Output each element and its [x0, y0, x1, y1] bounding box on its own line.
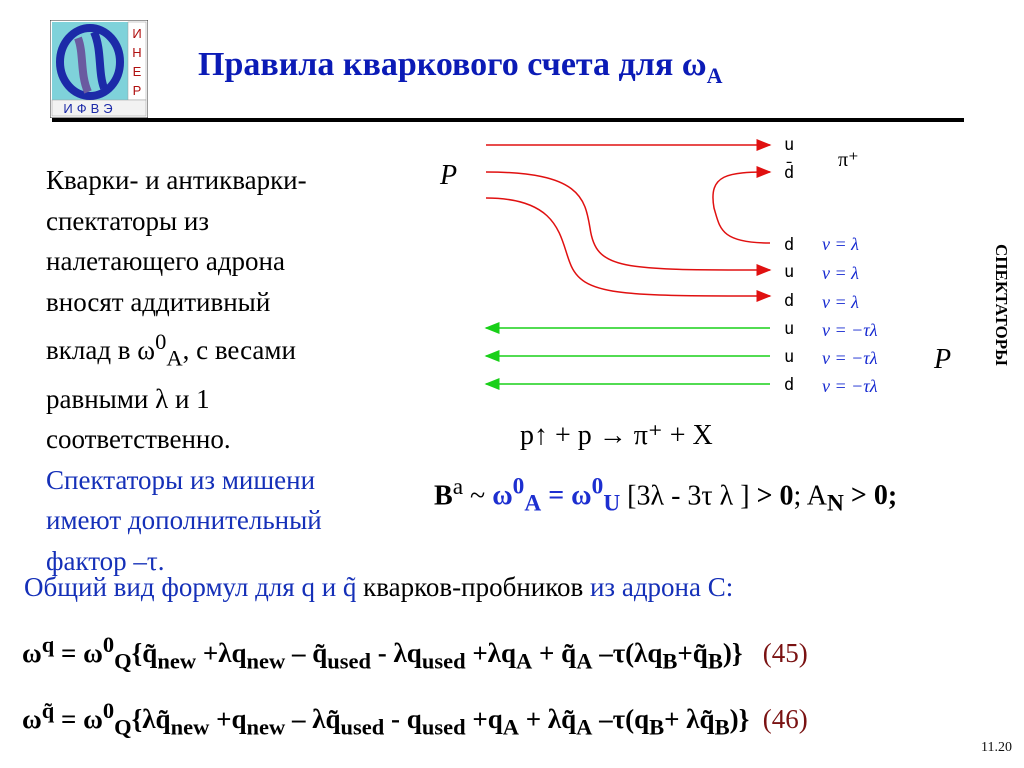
- quark-label: d: [784, 291, 795, 311]
- omega-a: [492, 474, 621, 517]
- para-line-blue: имеют дополнительный: [46, 505, 322, 536]
- eq-text: + λq̃: [519, 704, 577, 734]
- logo-letter-2: Н: [132, 45, 142, 60]
- eq-text: +q: [209, 704, 247, 734]
- para-sub: A: [166, 345, 183, 371]
- logo-letters-bottom: ИФВЭ: [63, 101, 117, 116]
- beam-curve-d-lower: [486, 198, 770, 300]
- para-line: соответственно.: [46, 424, 231, 455]
- slide-title: [198, 46, 722, 89]
- f-text: [3λ - 3τ λ ]: [620, 480, 757, 512]
- eq-sub: A: [502, 714, 519, 740]
- eq-text: {q̃: [131, 638, 158, 668]
- eq-text: +λq: [465, 638, 517, 668]
- f-sub: U: [603, 490, 621, 517]
- eq-text: ω: [22, 704, 42, 734]
- eq-text: )}: [722, 638, 743, 668]
- beam-line-d: [486, 172, 770, 270]
- eq-text: –τ(λq: [592, 638, 663, 668]
- eq-sub: used: [421, 648, 466, 674]
- weight-label: ν = −τλ: [822, 376, 878, 396]
- eq-text: – q̃: [285, 638, 328, 668]
- gen-text: Общий вид формул для q и q̃: [24, 572, 364, 602]
- f-sup: 0: [591, 474, 604, 500]
- equation-number: (46): [762, 704, 808, 734]
- f-text: B: [434, 480, 453, 512]
- eq-sup: q: [41, 632, 55, 657]
- para-line: вносят аддитивный: [46, 286, 271, 317]
- f-sub: A: [524, 490, 542, 517]
- quark-label: u: [784, 262, 795, 282]
- eq-sub: Q: [114, 648, 132, 674]
- eq-text: +q: [465, 704, 503, 734]
- reaction-equation: p↑ + p → π⁺ + X: [520, 420, 713, 451]
- eq-sub: B: [649, 714, 665, 740]
- eq-sup: 0: [102, 632, 115, 657]
- eq-sub: used: [327, 648, 372, 674]
- quark-label: u: [784, 347, 795, 367]
- f-text: ω: [571, 480, 592, 512]
- f-text: > 0: [756, 480, 794, 512]
- logo-letter-3: Е: [132, 64, 142, 79]
- eq-sub: B: [707, 648, 723, 674]
- eq-text: = ω: [54, 638, 103, 668]
- eq-sub: A: [576, 714, 593, 740]
- eq-text: + λq̃: [664, 704, 715, 734]
- f-text: ω: [492, 480, 513, 512]
- weight-label: ν = λ: [822, 263, 859, 283]
- eq-text: {λq̃: [131, 704, 171, 734]
- quark-label: d: [784, 235, 795, 255]
- pion-label: π⁺: [838, 149, 859, 171]
- f-text: ~: [463, 480, 493, 512]
- eq-text: +λq: [196, 638, 247, 668]
- eq-sub: used: [340, 714, 385, 740]
- eq-text: - q: [384, 704, 422, 734]
- para-line: налетающего адрона: [46, 246, 285, 276]
- quark-flow-diagram: [420, 128, 980, 418]
- quark-label: d̄: [784, 163, 795, 183]
- para-text: , с весами: [182, 335, 296, 365]
- beam-line-d2: [486, 228, 770, 300]
- eq-text: = ω: [54, 704, 103, 734]
- target-label: P: [934, 344, 952, 375]
- f-text: > 0: [843, 480, 888, 512]
- left-paragraph: [46, 160, 406, 581]
- para-line: [46, 322, 406, 379]
- beam-line-d4: [486, 198, 580, 296]
- para-line: Кварки- и антикварки-: [46, 165, 307, 195]
- eq-sub: B: [662, 648, 678, 674]
- pion-loop: [713, 172, 770, 243]
- para-text: вклад в ω: [46, 335, 156, 365]
- weight-label: ν = λ: [822, 292, 859, 312]
- eq-text: – λq̃: [285, 704, 341, 734]
- eq-sub: A: [576, 648, 593, 674]
- eq-sub: used: [421, 714, 466, 740]
- f-text: ;: [887, 480, 898, 512]
- weight-label: ν = −τλ: [822, 348, 878, 368]
- beam-line-d-lower: [486, 198, 770, 300]
- f-sup: a: [452, 474, 464, 500]
- logo-letter-4: Р: [132, 83, 142, 98]
- gen-text: кварков-пробников: [363, 572, 590, 602]
- eq-sup: 0: [102, 698, 115, 723]
- para-line: спектаторы из: [46, 205, 210, 236]
- eq-text: )}: [729, 704, 750, 734]
- weight-label: ν = λ: [822, 234, 859, 254]
- asymmetry-formula: [434, 474, 897, 518]
- beam-label: P: [440, 160, 458, 191]
- eq-sub: new: [170, 714, 210, 740]
- para-sup: 0: [155, 329, 167, 354]
- quark-label: d: [784, 375, 795, 395]
- title-subscript: A: [706, 62, 723, 88]
- gen-text: из адрона С:: [589, 572, 734, 602]
- equation-46: [22, 698, 808, 740]
- f-sup: 0: [512, 474, 525, 500]
- f-sub: N: [827, 490, 844, 517]
- ihep-logo: [50, 20, 148, 118]
- eq-text: + q̃: [532, 638, 577, 668]
- page-number: 11.20: [981, 740, 1012, 755]
- weight-label: ν = −τλ: [822, 320, 878, 340]
- para-line-blue: Спектаторы из мишени: [46, 464, 316, 495]
- eq-sub: Q: [114, 714, 132, 740]
- beam-line-u2: [486, 198, 770, 296]
- eq-sub: new: [246, 648, 286, 674]
- para-line: равными λ и 1: [46, 383, 210, 414]
- quark-label: u: [784, 319, 795, 339]
- equation-45: [22, 632, 808, 674]
- eq-text: +q̃: [677, 638, 708, 668]
- general-formula-heading: [24, 572, 733, 603]
- equation-number: (45): [762, 638, 808, 668]
- eq-sub: B: [714, 714, 730, 740]
- f-text: ; A: [793, 480, 827, 512]
- eq-text: –τ(q: [592, 704, 650, 734]
- eq-sub: new: [246, 714, 286, 740]
- eq-text: ω: [22, 638, 42, 668]
- spectators-label: [990, 240, 1016, 390]
- eq-text: - λq: [371, 638, 422, 668]
- logo-letter-1: И: [132, 26, 142, 41]
- eq-sub: new: [157, 648, 197, 674]
- quark-label: u: [784, 135, 795, 155]
- f-text: =: [541, 480, 572, 512]
- spectators-text: СПЕКТАТОРЫ: [992, 244, 1011, 366]
- title-text: Правила кваркового счета для ω: [198, 46, 707, 83]
- title-divider: [52, 118, 964, 122]
- eq-sub: A: [516, 648, 533, 674]
- para-line-blue: фактор –τ.: [46, 545, 165, 576]
- eq-sup: q̃: [41, 698, 55, 723]
